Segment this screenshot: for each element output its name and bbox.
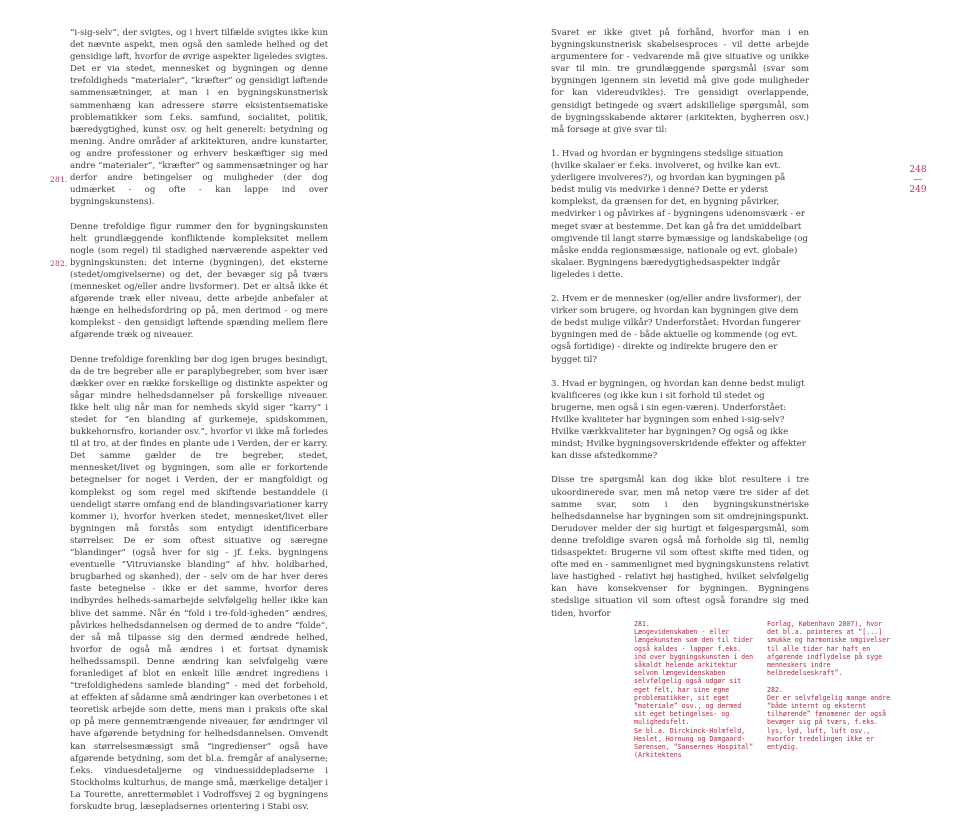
footnote-number-281: 281. — [634, 620, 650, 628]
footnote-281-continuation: Forlag, København 2007), hvor det bl.a. pointeres at “[...] smukke og harmoniske omgivelser til alle tider har haft en afgørende indflydelse på syge menneskers indre helbredelseskraft”. — [767, 620, 891, 678]
footnote-281-text: Længevidenskaben - eller længekunsten som den til tider også kaldes - lapper f.eks. ind over bygningskunsten i den såkaldt helende arkitektur selvom længevidenskaben selvfølgelig også udgør sit eget felt, har sine egne problematikker, sit eget “materiale” osv., og dermed sit eget betingelses- og mulighedsfelt. — [634, 628, 754, 727]
page-numbers — [900, 165, 936, 195]
right-intro: Svaret er ikke givet på forhånd, hvorfor man i en bygningskunstnerisk skabelsesproces - vil dette arbejde argumentere for - vedvarende må give situative og unikke svar til min. tre grundlæggende spørgsmål (svar som bygningen igennem sin levetid må give gode muligheder for kan videreudvikles). Tre gensidigt overlappende, gensidigt betingede og svært adskillelige spørgsmål, som de bygningsskabende aktører (arkitekten, bygherren osv.) må forsøge at give svar til: — [551, 28, 809, 135]
footnotes-column-2 — [767, 620, 895, 751]
left-paragraph-2: Denne trefoldige figur rummer den for bygningskunsten helt grundlæggende konfliktende kompleksitet mellem nogle (som regel) til stadighed nærværende aspekter ved bygningskunsten: det interne (bygningen), det eksterne (stedet/omgivelserne) og det, der bevæger sig på tværs (mennesket og/eller andre livsformer). Det er altså ikke ét afgørende træk eller niveau, dette arbejde anbefaler at hænge en helhedsfordring op på, men derimod - og mere komplekst - den gensidigt løftende spænding mellem flere afgørende træk og niveauer. — [70, 221, 328, 341]
left-column — [70, 27, 328, 825]
page-number-separator: — — [913, 175, 923, 185]
right-column — [551, 27, 809, 632]
footnote-282-text: Der er selvfølgelig mange andre “både internt og eksternt tilhørende” fænomener der også bevæger sig på tværs, f.eks. lys, lyd, luft, luft osv., hvorfor tredelingen ikke er entydig. — [767, 693, 891, 752]
left-paragraph-1: “i-sig-selv”, der svigtes, og i hvert tilfælde svigtes ikke kun det nævnte aspekt, men også den samlede helhed og det gensidige løft, hvorfor de øvrige aspekter ligeledes svigtes. Det er via stedet, mennesket og bygningen og denne trefoldigheds “materialer”, “kræfter” og gensidigt løftende sammensætninger, at man i en bygningskunstnerisk sammenhæng kan adressere større eksistentsematiske problematikker som f.eks. samfund, socialitet, politik, bæredygtighed, kunst osv. og helt generelt: betydning og mening. Andre områder af arkitekturen, andre kunstarter, og andre professioner og erhverv beskæftiger sig med andre “materialer”, “kræfter” og sammensætninger og har derfor andre betingelser og muligheder (der dog udmærket - og ofte - kan lappe ind over bygningskunstens). — [70, 28, 328, 208]
footnotes-column-1 — [634, 620, 754, 759]
question-1: 1. Hvad og hvordan er bygningens stedslige situation (hvilke skalaer er f.eks. involveret, og hvilke kan evt. yderligere involveres?), og hvordan kan bygningen på bedst mulig vis medvirke i denne? Dette er yderst komplekst, da grænsen for det, en bygning påvirker, medvirker i og påvirkes af - bygningens udenomsværk - er meget svær at bestemme. Det kan gå fra det umiddelbart omgivende til langt større bymæssige og landskabelige (og måske endda regionsmæssige, nationale og evt. globale) skalaer. Bygningens bæredygtighedsaspekter indgår ligeledes i dette. — [551, 148, 809, 280]
page-number-left: 248 — [909, 165, 927, 175]
right-closing: Disse tre spørgsmål kan dog ikke blot resultere i tre ukoordinerede svar, men må netop være tre sider af det samme svar, som i den bygningskunstneriske helhedsdannelse har bygningen som sit omdrejningspunkt. Derudover melder der sig hurtigt et følgespørgsmål, som denne trefoldige svaren også må forholde sig til, nemlig tidsaspektet: Brugerne vil som oftest skifte med tiden, og ofte med en - sammenlignet med bygningskunstens relativt lave hastighed - relativt høj hastighed, hvilket selvfølgelig kan have konsekvenser for bygningen. Bygningens stedslige situation vil som oftest også forandre sig med tiden, hvorfor — [551, 475, 809, 619]
margin-note-281: 281. — [50, 175, 68, 184]
left-paragraph-3: Denne trefoldige forenkling bør dog igen bruges besindigt, da de tre begreber alle er paraplybegreber, som hver især dækker over en række forskellige og distinkte aspekter og sågar mindre helhedsdannelser på forskellige niveauer. Ikke helt ulig når man for nemheds skyld siger “karry” i stedet for “en blanding af gurkemeje, spidskommen, bukkehornsfro, koriander osv.”, hvorfor vi ikke må forledes til at tro, at der findes en plante ude i Verden, der er karry. Det samme gælder de tre begreber, stedet, mennesket/livet og bygningen, som alle er forkortende betegnelser for noget i Verden, der er mangfoldigt og komplekst og som regel med skiftende bestanddele (i uendeligt større omfang end de blandingsvariationer karry kommer i), hvorfor hverken stedet, mennesket/livet eller bygningen må forstås som entydigt identificerbare størrelser. De er som oftest situative og særegne “blandinger” (også hver for sig - jf. f.eks. bygningens eventuelle “Vitruvianske blanding” af hhv. holdbarhed, brugbarhed og skønhed), der - selv om de har hver deres faste betegnelse - ikke er det samme, hvorfor deres indbyrdes helheds-samarbejde selvfølgelig heller ikke kan blive det samme. Når én “fold i tre-fold-igheden” ændres, påvirkes helhedsdannelsen og dermed de to andre “folde”, der så må tilpasse sig den dermed ændrede helhed, hvorfor de også må ændres i et fortsat dynamisk helhedssamspil. Denne ændring kan selvfølgelig være foranlediget af blot en enkelt lille ændret ingrediens i “trefoldighedens samlede blanding” - med det forbehold, at effekten af sådanne små ændringer kan overbetones i et teoretisk arbejde som dette, mens man i praksis ofte skal op på mere gennemtrængende niveauer, før ændringer vil have afgørende betydning for helhedsdannelsen. Omvendt kan størrelsesmæssigt små “ingredienser” også have afgørende betydning, som det bl.a. fremgår af analyserne; f.eks. vinduesdetaljerne og vinduessiddepladserne i Stockholms kulturhus, de mange små, mærkelige detaljer i La Tourette, anrettermøblet i Vodroffsvej 2 og bygningens forskudte brug, læsepladsernes orientering i Stabi osv. — [70, 354, 328, 812]
page-number-right: 249 — [909, 185, 927, 195]
question-2: 2. Hvem er de mennesker (og/eller andre livsformer), der virker som brugere, og hvordan kan bygningen give dem de bedst mulige vilkår? Underforstået: Hvordan fungerer bygningen med de - både aktuelle og kommende (og evt. også fortidige) - direkte og indirekte brugere den er bygget til? — [551, 294, 801, 365]
footnote-281-reference: Se bl.a. Dirckinck-Holmfeld, Heslet, Hornung og Damgaard-Sørensen, “Sansernes Hospital” (Arkitektens — [634, 726, 754, 760]
question-3: 3. Hvad er bygningen, og hvordan kan denne bedst muligt kvalificeres (og ikke kun i sit forhold til stedet og brugerne, men også i sin egen-væren). Underforstået: Hvilke kvaliteter har bygningen som enhed i-sig-selv? Hvilke værkkvaliteter har bygningen? Og også og ikke mindst; Hvilke bygningsoverskridende effekter og affekter kan disse afstedkomme? — [551, 378, 806, 462]
footnote-number-282: 282. — [767, 685, 783, 694]
margin-note-282: 282. — [50, 259, 68, 268]
